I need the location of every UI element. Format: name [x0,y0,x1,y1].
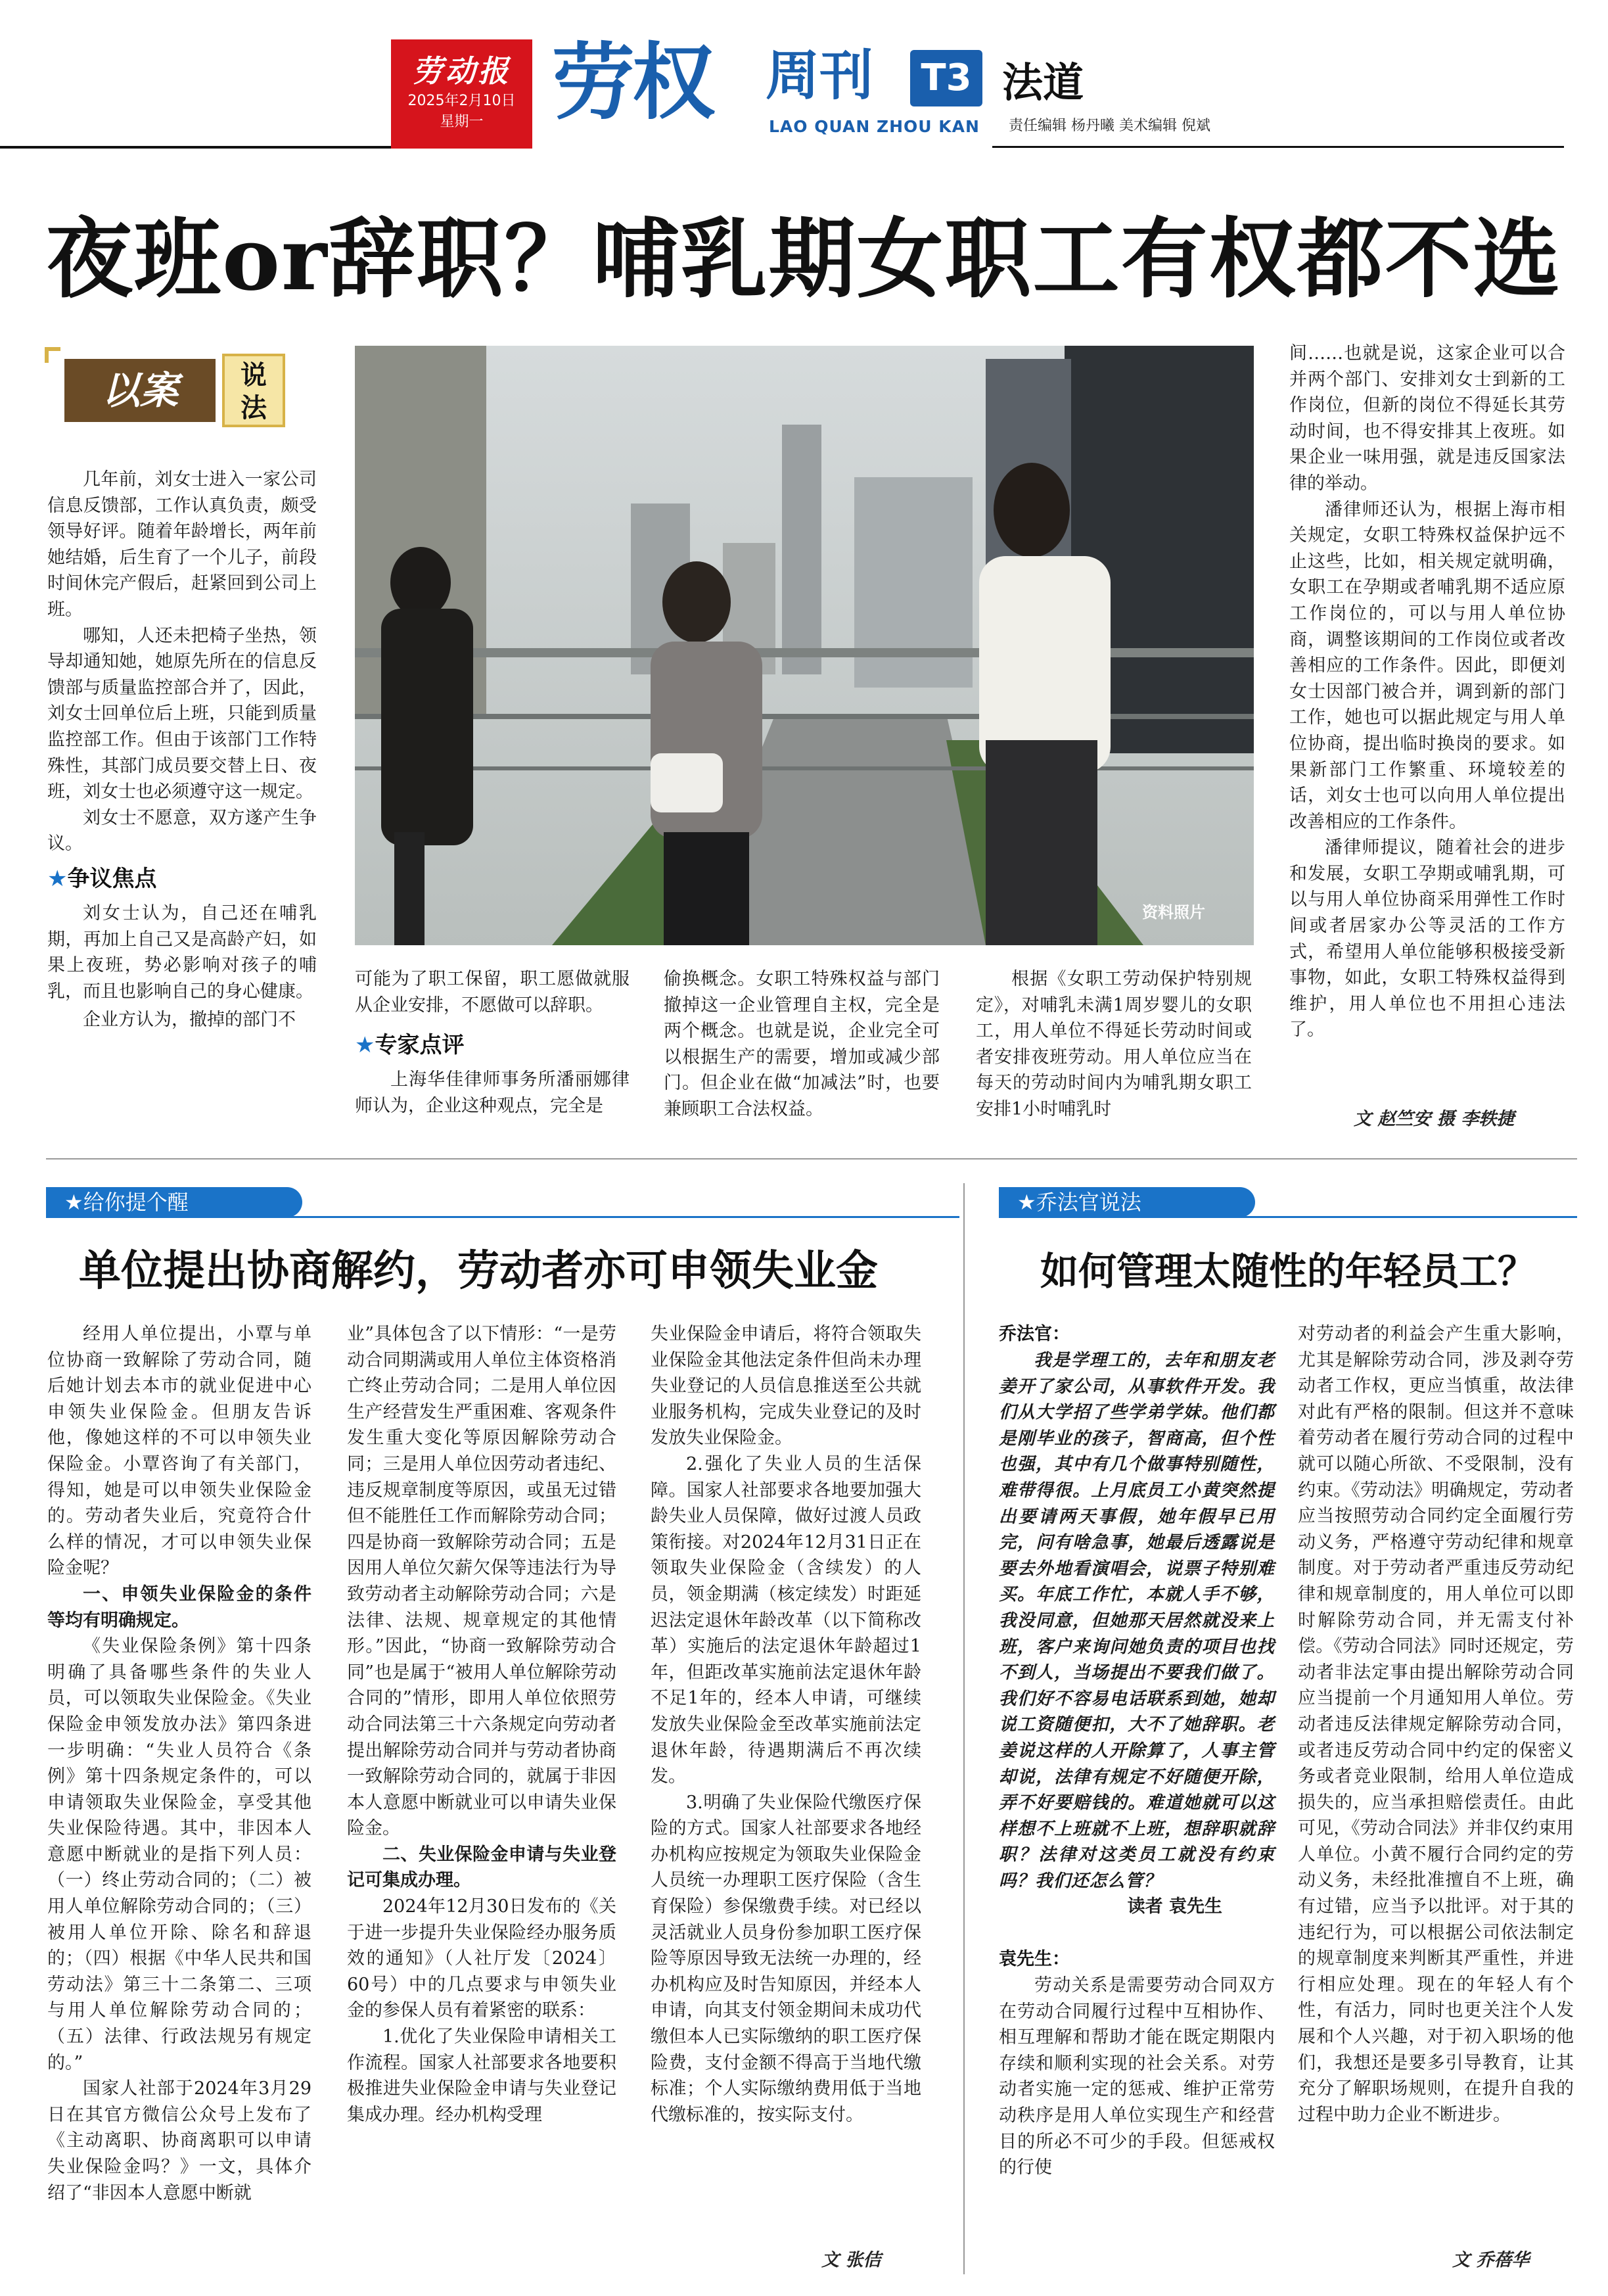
story2-headline: 单位提出协商解约，劳动者亦可申领失业金 [79,1246,878,1296]
paragraph: 根据《女职工劳动保护特别规定》，对哺乳未满1周岁婴儿的女职工，用人单位不得延长劳动时间或者安排夜班劳动。用人单位应当在每天的劳动时间内为哺乳期女职工安排1小时哺乳时 [976,969,1252,1119]
paragraph: 刘女士不愿意，双方遂产生争议。 [47,807,317,855]
case-badge-right [222,354,285,427]
reply-salutation: 袁先生： [999,1949,1070,1970]
case-badge-right-top: 说 [241,360,267,390]
reader-signature: 读者 袁先生 [1127,1896,1222,1917]
masthead-rule-right [992,146,1564,148]
paragraph: 可能为了职工保留，职工愿做就服从企业安排，不愿做可以辞职。 [355,969,630,1016]
case-badge-right-bottom: 法 [241,392,267,423]
story3-tag-line [999,1216,1577,1218]
brand-pinyin: LAO QUAN ZHOU KAN [769,117,980,136]
story3-col1 [999,1321,1275,2181]
story3-headline: 如何管理太随性的年轻员工？ [1040,1249,1536,1294]
story3-byline: 文 乔蓓华 [1452,2250,1530,2270]
paragraph: 二、失业保险金申请与失业登记可集成办理。 [347,1844,616,1891]
story1-col1 [47,467,317,1033]
paragraph: 潘律师提议，随着社会的进步和发展，女职工孕期或哺乳期，可以与用人单位协商采用弹性工作时间或者居家办公等灵活的工作方式，希望用人单位能够积极接受新事物，如此，女职工特殊权益得到维护，用人单位也不用担心违法了。 [1289,837,1565,1041]
badge-corner [45,347,60,363]
story1-col3 [664,966,940,1123]
focus-subheading-text: 争议焦点 [67,865,157,892]
paragraph: 劳动关系是需要劳动合同双方在劳动合同履行过程中互相协作、相互理解和帮助才能在既定期限内存续和顺利实现的社会关系。对劳动者实施一定的惩戒、维护正常劳动秩序是用人单位实现生产和经营目的所必不可少的手段。但惩戒权的行使 [999,1975,1275,2178]
expert-subheading [355,1029,630,1062]
paragraph: 国家人社部于2024年3月29日在其官方微信公众号上发布了《主动离职、协商离职可以申请失业保险金吗？》一文，具体介绍了“非因本人意愿中断就 [47,2078,311,2203]
case-badge-left: 以案 [64,359,216,422]
main-headline: 夜班or辞职？哺乳期女职工有权都不选 [46,208,1561,310]
issue-weekday: 星期一 [440,114,484,130]
story2-col3 [651,1321,921,2128]
paragraph: 3.明确了失业保险代缴医疗保险的方式。国家人社部要求各地经办机构应按规定为领取失业保险金人员统一办理职工医疗保险（含生育保险）参保缴费手续。对已经以灵活就业人员身份参加职工医疗保险等原因导致无法统一办理的，经办机构应及时告知原因，并经本人申请，向其支付领金期间未成功代缴但本人已实际缴纳的职工医疗保险费，支付金额不得高于当地代缴标准；个人实际缴纳费用低于当地代缴标准的，按实际支付。 [651,1792,921,2125]
brand-title: 劳权 [552,34,712,131]
news-photo [355,346,1254,945]
divider [46,1158,1577,1160]
focus-subheading [47,862,317,895]
paragraph: 对劳动者的利益会产生重大影响，尤其是解除劳动合同，涉及剥夺劳动者工作权，更应当慎重，故法律对此有严格的限制。但这并不意味着劳动者在履行劳动合同的过程中就可以随心所欲、不受限制，没有约束。《劳动法》明确规定，劳动者应当按照劳动合同约定全面履行劳动义务，严格遵守劳动纪律和规章制度。对于劳动者严重违反劳动纪律和规章制度的，用人单位可以即时解除劳动合同，并无需支付补偿。《劳动合同法》同时还规定，劳动者非法定事由提出解除劳动合同应当提前一个月通知用人单位。劳动者违反法律规定解除劳动合同，或者违反劳动合同中约定的保密义务或者竞业限制，给用人单位造成损失的，应当承担赔偿责任。由此可见，《劳动合同法》并非仅约束用人单位。小黄不履行合同约定的劳动义务，未经批准擅自不上班，确有过错，应当予以批评。对于其的违纪行为，可以根据公司依法制定的规章制度来判断其严重性，并进行相应处理。现在的年轻人有个性，有活力，同时也更关注个人发展和个人兴趣，对于初入职场的他们，我想还是要多引导教育，让其充分了解职场规则，在提升自我的过程中助力企业不断进步。 [1298,1324,1574,2125]
issue-date: 2025年2月10日 [407,93,516,109]
newspaper-logo-block [391,39,532,149]
paragraph: 哪知，人还未把椅子坐热，领导却通知她，她原先所在的信息反馈部与质量监控部合并了，因此，刘女士回单位后上班，只能到质量监控部工作。但由于该部门工作特殊性，其部门成员要交替上日、夜班，刘女士也必须遵守这一规定。 [47,625,317,803]
paragraph: 2024年12月30日发布的《关于进一步提升失业保险经办服务质效的通知》（人社厅发〔2024〕60号）中的几点要求与申领失业金的参保人员有着紧密的联系： [347,1896,616,2021]
paragraph: 1.优化了失业保险申请相关工作流程。国家人社部要求各地要积极推进失业保险金申请与失业登记集成办理。经办机构受理 [347,2027,616,2125]
story3-tag: ★乔法官说法 [999,1187,1255,1217]
letter-salutation: 乔法官： [999,1324,1070,1344]
brand-subtitle: 周刊 [766,45,874,107]
paragraph: 2.强化了失业人员的生活保障。国家人社部要求各地要加强大龄失业人员保障，做好过渡人员政策衔接。对2024年12月31日正在领取失业保险金（含续发）的人员，领金期满（核定续发）时距延迟法定退休年龄改革（以下简称改革）实施后的法定退休年龄超过1年，但距改革实施前法定退休年龄不足1年的，经本人申请，可继续发放失业保险金至改革实施前法定退休年龄，待遇期满后不再次续发。 [651,1453,921,1787]
story1-col5 [1289,340,1565,1043]
column-divider [963,1183,965,2274]
paragraph: 经用人单位提出，小覃与单位协商一致解除了劳动合同，随后她计划去本市的就业促进中心申领失业保险金。但朋友告诉他，像她这样的不可以申领失业保险金。小覃咨询了有关部门，得知，她是可以申领失业保险金的。劳动者失业后，究竟符合什么样的情况，才可以申领失业保险金呢？ [47,1324,311,1579]
story2-byline: 文 张佶 [821,2250,881,2270]
paragraph: 业”具体包含了以下情形：“一是劳动合同期满或用人单位主体资格消亡终止劳动合同；二是用人单位因生产经营发生严重困难、客观条件发生重大变化等原因解除劳动合同；三是用人单位因劳动者违纪、违反规章制度等原因，或虽无过错但不能胜任工作而解除劳动合同；四是协商一致解除劳动合同；五是因用人单位欠薪欠保等违法行为导致劳动者主动解除劳动合同；六是法律、法规、规章规定的其他情形。”因此，“协商一致解除劳动合同”也是属于“被用人单位解除劳动合同的”情形，即用人单位依照劳动合同法第三十六条规定向劳动者提出解除劳动合同并与劳动者协商一致解除劳动合同的，就属于非因本人意愿中断就业可以申请失业保险金。 [347,1324,616,1839]
story1-col4 [976,966,1252,1123]
paragraph: 失业保险金申请后，将符合领取失业保险金其他法定条件但尚未办理失业登记的人员信息推送至公共就业服务机构，完成失业登记的及时发放失业保险金。 [651,1324,921,1449]
page-badge: T3 [910,50,982,106]
paragraph: 刘女士认为，自己还在哺乳期，再加上自己又是高龄产妇，如果上夜班，势必影响对孩子的哺乳，而且也影响自己的身心健康。 [47,902,317,1002]
photo-credit: 资料照片 [1142,903,1205,922]
paragraph: 潘律师还认为，根据上海市相关规定，女职工特殊权益保护远不止这些，比如，相关规定就明确，女职工在孕期或者哺乳期不适应原工作岗位的，可以与用人单位协商，调整该期间的工作岗位或者改善相应的工作条件。因此，即便刘女士因部门被合并，调到新的部门工作，她也可以据此规定与用人单位协商，提出临时换岗的要求。如果新部门工作繁重、环境较差的话，刘女士也可以向用人单位提出改善相应的工作条件。 [1289,499,1565,832]
paragraph: 偷换概念。女职工特殊权益与部门撤掉这一企业管理自主权，完全是两个概念。也就是说，企业完全可以根据生产的需要，增加或减少部门。但企业在做“加减法”时，也要兼顾职工合法权益。 [664,969,940,1119]
editors-credit: 责任编辑 杨丹曦 美术编辑 倪斌 [1009,118,1210,134]
star-icon: ★ [355,1032,375,1059]
story2-tag-line [46,1216,959,1218]
case-badge [45,347,311,426]
section-name: 法道 [1002,59,1084,106]
paragraph: 上海华佳律师事务所潘丽娜律师认为，企业这种观点，完全是 [355,1069,630,1116]
story2-col2 [347,1321,616,2128]
masthead-rule-left [0,146,393,149]
expert-subheading-text: 专家点评 [375,1032,465,1059]
story3-col2 [1298,1321,1574,2128]
paragraph: 间……也就是说，这家企业可以合并两个部门、安排刘女士到新的工作岗位，但新的岗位不得延长其劳动时间，也不得安排其上夜班。如果企业一味用强，就是违反国家法律的举动。 [1289,343,1565,494]
story1-byline: 文 赵竺安 摄 李轶捷 [1354,1109,1515,1129]
paragraph: 《失业保险条例》第十四条明确了具备哪些条件的失业人员，可以领取失业保险金。《失业保险金申领发放办法》第四条进一步明确：“失业人员符合《条例》第十四条规定条件的，可以申请领取失业保险金，享受其他失业保险待遇。其中，非因本人意愿中断就业的是指下列人员：（一）终止劳动合同的；（二）被用人单位解除劳动合同的；（三）被用人单位开除、除名和辞退的；（四）根据《中华人民共和国劳动法》第三十二条第二、三项与用人单位解除劳动合同的；（五）法律、行政法规另有规定的。” [47,1636,311,2073]
star-icon: ★ [47,865,68,892]
photo-illustration [355,346,1254,945]
paragraph: 一、申领失业保险金的条件等均有明确规定。 [47,1583,311,1631]
newspaper-logo: 劳动报 [412,53,511,89]
story2-col1 [47,1321,311,2206]
paragraph: 企业方认为，撤掉的部门不 [83,1010,296,1031]
story1-col2 [355,966,630,1119]
paragraph: 几年前，刘女士进入一家公司信息反馈部，工作认真负责，颇受领导好评。随着年龄增长，两年前她结婚，后生育了一个儿子，前段时间休完产假后，赶紧回到公司上班。 [47,469,317,620]
reader-letter: 我是学理工的，去年和朋友老姜开了家公司，从事软件开发。我们从大学招了些学弟学妹。他们都是刚毕业的孩子，智商高，但个性也强，其中有几个做事特别随性，难带得很。上月底员工小黄突然提出要请两天事假，她年假早已用完，问有啥急事，她最后透露说是要去外地看演唱会，说票子特别难买。年底工作忙，本就人手不够，我没同意，但她那天居然就没来上班，客户来询问她负责的项目也找不到人，当场提出不要我们做了。我们好不容易电话联系到她，她却说工资随便扣，大不了她辞职。老姜说这样的人开除算了，人事主管却说，法律有规定不好随便开除，弄不好要赔钱的。难道她就可以这样想不上班就不上班，想辞职就辞职？法律对这类员工就没有约束吗？我们还怎么管？ [999,1350,1275,1891]
story2-tag: ★给你提个醒 [46,1187,302,1217]
